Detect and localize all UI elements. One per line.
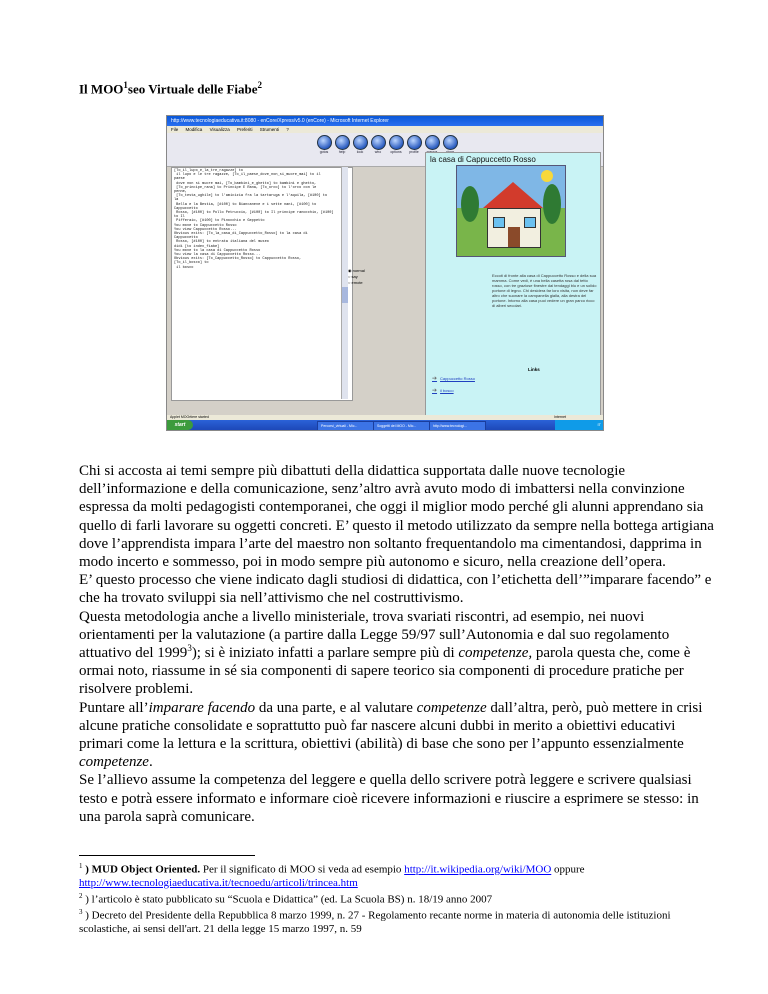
footnote-divider — [79, 855, 255, 856]
house — [487, 208, 541, 248]
profile-label: profile — [409, 150, 419, 154]
taskbar — [167, 420, 603, 430]
who-button[interactable] — [371, 135, 386, 150]
console-line: Bella e la Bestia, [#100] to Biancaneve e i sette nani, [#100] to — [174, 202, 317, 207]
console-line: You move to Cappuccetto Rosso — [174, 223, 237, 228]
console-line: Rosso, [#100] to Pollo Petruccio, [#100] to Il principe ranocchio, [#100] — [174, 211, 334, 216]
menu-help[interactable]: ? — [286, 127, 289, 132]
console-line: [To_il_lupo_e_la_tre_ragazze] to — [174, 169, 244, 173]
wikipedia-link[interactable]: http://it.wikipedia.org/wiki/MOO — [404, 863, 552, 876]
moo-console-output — [171, 167, 353, 401]
room-title: la casa di Cappuccetto Rosso — [430, 155, 536, 164]
footnotes — [79, 860, 719, 936]
window — [493, 217, 505, 228]
console-line: dove non si muore mai, [To_bambini_e_ghetto] to bambini e ghetto, — [174, 181, 317, 186]
menu-bar — [167, 126, 603, 133]
who-label: who — [374, 150, 382, 154]
console-line: Obvious exits: [To_Cappuccetto_Rosso] to Cappuccetto Rosso, — [174, 257, 302, 262]
help-label: help — [338, 150, 346, 154]
console-line: to Il — [174, 215, 185, 220]
tree-icon — [543, 184, 561, 224]
sun-icon — [541, 170, 553, 182]
link-il-bosco[interactable]: ➔ il bosco — [432, 387, 454, 394]
options-label: options — [390, 150, 402, 154]
console-line: il lupo e le tre ragazze, [To_il_paese_dove_non_si_muore_mai] to il — [174, 173, 321, 178]
console-line: penne, — [174, 190, 187, 195]
paragraph-4: Puntare all’imparare facendo da una parte, e al valutare competenze dall’altra, però, può mettere in crisi alcune pratiche consolidate e soprattutto può far nascere alcuni dubbi in merito a obiettivi educativi primari come la lettura e la scrittura, obiettivi (abilità) di base che sono per l’appunto essenzialmente competenze. — [79, 699, 703, 771]
paragraph-1: Chi si accosta ai temi sempre più dibattuti della didattica supportata dalle nuove tecnologie dell’informazione e della comunicazione, senz’altro avrà avuto modo di imbattersi nella convinzione espressa da molti pedagogisti contemporanei, che oggi il miglior modo perché gli alunni apprendano sia quello di farli lavorare su oggetti concreti. E’ questo il metodo utilizzato da sempre nella bottega artigiana dove l’apprendista impara l’arte del maestro non soltanto frequentandolo ma cimentandosi, dapprima in modo incerto e sommesso, poi in modo sempre più autonomo e sicuro, nella creazione dell’opera. — [79, 463, 714, 571]
close-button[interactable] — [443, 135, 458, 150]
console-line: il bosco — [174, 265, 194, 270]
options-button[interactable] — [389, 135, 404, 150]
radio-say[interactable]: ○ say — [348, 274, 365, 280]
roof — [483, 182, 543, 208]
gotos-label: gotos — [319, 150, 329, 154]
embedded-screenshot — [166, 115, 604, 431]
speech-mode-radios — [348, 268, 365, 286]
gotos-button[interactable] — [317, 135, 332, 150]
console-line: Pifferaio, [#100] to Pinocchio e Geppetto — [174, 219, 265, 224]
console-line: paese — [174, 177, 185, 182]
console-line: Rosso, [#100] to entrata italiana del museo — [174, 240, 269, 245]
look-button[interactable] — [353, 135, 368, 150]
house-drawing — [456, 165, 566, 257]
document-title: Il MOO$^1$seo Virtuale delle Fiabe$^2$ — [79, 80, 263, 97]
console-scrollbar[interactable] — [341, 167, 348, 399]
console-line: Cappuccetto — [174, 206, 198, 211]
footnote-1: $^1$ ) MUD Object Oriented. Per il significato di MOO si veda ad esempio http://it.wikipedia.org/wiki/MOO oppure http://www.tecnologiaeducativa.it/tecnoedu/articoli/trincea.htm — [79, 862, 585, 889]
system-tray: IT — [555, 420, 603, 430]
status-zone: Internet — [554, 415, 566, 419]
profile-button[interactable] — [407, 135, 422, 150]
trincea-link[interactable]: http://www.tecnologiaeducativa.it/tecnoedu/articoli/trincea.htm — [79, 876, 358, 889]
paragraph-3: Questa metodologia anche a livello ministeriale, trova svariati riscontri, ad esempio, nei nuovi orientamenti per la valutazione (a partire dalla Legge 59/97 sull’Autonomia e dal suo regolamento attuativo del 1999$^3$); si è iniziato infatti a parlare sempre più di competenze, parola questa che, come è ormai noto, riassume in sé sia componenti di sapere teorico sia componenti di procedure pratiche per risolvere problemi. — [79, 608, 691, 698]
footnote-2: $^2$ ) l’articolo è stato pubblicato su “Scuola e Didattica” (ed. La Scuola BS) n. 18/19 anno 2007 — [79, 891, 493, 906]
start-button[interactable]: start — [167, 420, 193, 430]
room-description: Eccoti di fronte alla casa di Cappuccetto Rosso e della sua mamma. Come vedi, è una bella casetta rosa dal tetto rosso, con tre graziose finestre dai tendaggi blu e un solido portone di legno. Chi desidera far loro visita, non deve far altro che suonare la campanella gialla, alla destra del portone. Intorno alla casa puoi vedere un gran parco ricco di alberi secolari. — [492, 273, 597, 308]
console-line: You view Cappuccetto Rosso... — [174, 227, 237, 232]
menu-strumenti[interactable]: Strumenti — [259, 127, 280, 132]
radio-emote[interactable]: ○ emote — [348, 280, 365, 286]
radio-normal[interactable]: ◉ normal — [348, 268, 365, 274]
look-label: look — [356, 150, 364, 154]
link-cappuccetto-rosso[interactable]: ➔ Cappuccetto Rosso — [432, 375, 475, 382]
door — [508, 227, 520, 247]
menu-modifica[interactable]: Modifica — [185, 127, 203, 132]
status-text: Applet MOOrtiere started — [170, 415, 209, 419]
article-body — [79, 462, 719, 826]
console-line: [To_il_bosco] to — [174, 261, 209, 266]
scrollbar-thumb[interactable] — [342, 287, 348, 303]
console-line: la — [174, 198, 179, 203]
task-tecnologia[interactable]: http://www.tecnologi... — [429, 421, 486, 431]
window-title: http://www.tecnologiaeducativa.it:8080 - enCore/Xpress/v5.0 (enCore) - Microsoft Internet Explorer — [167, 116, 603, 126]
console-line: [To_testa_ughile] to l'amicizia fra la tartaruga e l'aquila, [#100] to — [174, 194, 328, 199]
footnote-3: $^3$ ) Decreto del Presidente della Repubblica 8 marzo 1999, n. 27 - Regolamento recante norme in materia di autonomia delle istituzioni scolastiche, ai sensi dell'art. 21 della legge 15 marzo 1997, n. 59 — [79, 908, 671, 935]
links-heading: Links — [528, 367, 540, 372]
paragraph-5: Se l’allievo assume la competenza del leggere e quella dello scrivere potrà leggere e scrivere qualsiasi testo e potrà essere informato e informare cioè ricevere informazioni e riuscire a esprimere se stesso: in una parola saprà comunicare. — [79, 772, 699, 825]
menu-file[interactable]: File — [171, 127, 179, 132]
console-line: Obvious exits: [To_la_casa_di_Cappuccetto_Rosso] to la casa di — [174, 232, 308, 237]
console-line: didi [to index_fiabe] — [174, 244, 220, 249]
room-page — [425, 152, 601, 416]
console-line: You move to la casa di Cappuccetto Rosso — [174, 248, 261, 253]
console-line: [To_principe_rana] to Principe E Rana, [To_orco] to l'orco con le — [174, 185, 317, 190]
console-line: Cappuccetto — [174, 236, 198, 241]
paragraph-2: E’ questo processo che viene indicato dagli studiosi di didattica, con l’etichetta dell’”imparare facendo” e che ha trovato sviluppi sia nell’attivismo che nel costruttivismo. — [79, 572, 712, 607]
menu-visualizza[interactable]: Visualizza — [209, 127, 230, 132]
help-button[interactable] — [335, 135, 350, 150]
window — [524, 217, 536, 228]
mappa-button[interactable] — [425, 135, 440, 150]
console-line: You view la casa di Cappuccetto Rosso... — [174, 253, 261, 258]
tree-icon — [461, 186, 479, 222]
task-soggetti[interactable]: Soggetti del MOO - Mic... — [373, 421, 430, 431]
task-percorsi[interactable]: Percorsi_virtuali - Mic... — [317, 421, 374, 431]
menu-preferiti[interactable]: Preferiti — [237, 127, 253, 132]
